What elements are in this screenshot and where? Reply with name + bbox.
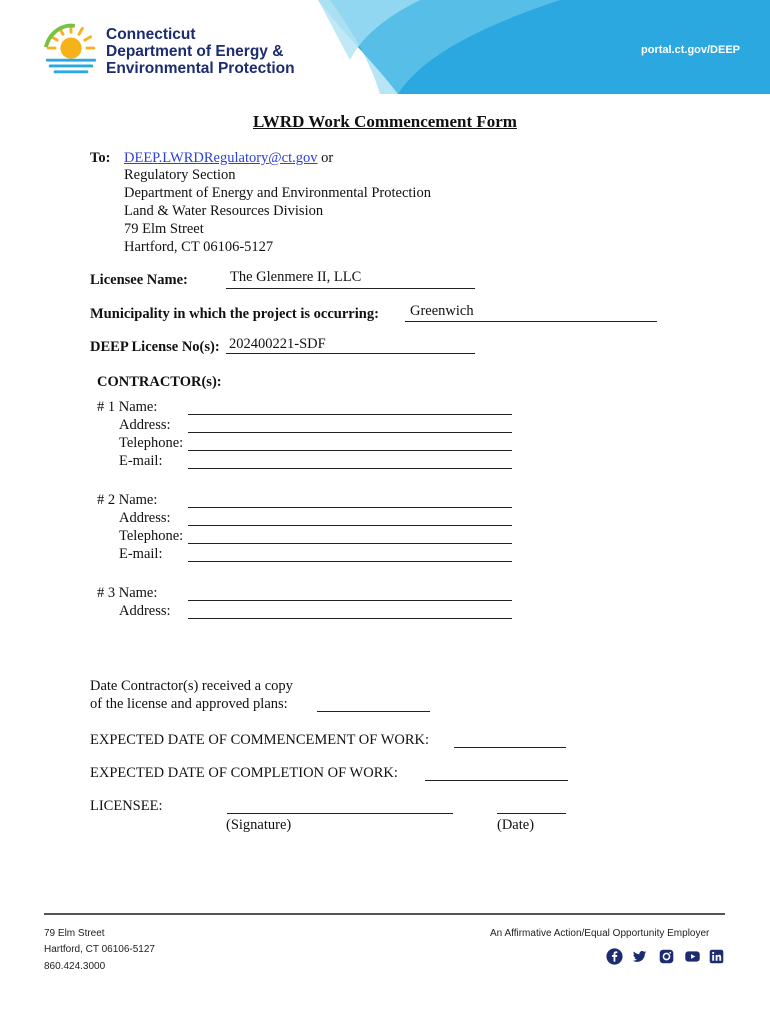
contractor1-address-label: Address: (119, 417, 171, 433)
to-or-text: or (317, 150, 334, 166)
to-email-line (124, 149, 333, 167)
footer-phone: 860.424.3000 (44, 961, 106, 972)
footer-address-line2: Hartford, CT 06106-5127 (44, 944, 155, 955)
contractor2-email-label: E-mail: (119, 546, 163, 562)
twitter-icon[interactable] (631, 948, 648, 965)
contractor1-telephone-field[interactable] (188, 450, 512, 451)
contractor2-telephone-label: Telephone: (119, 528, 184, 544)
address-line: 79 Elm Street (124, 221, 204, 237)
ct-deep-sun-logo (42, 22, 100, 80)
date-caption: (Date) (497, 817, 535, 833)
signature-field[interactable] (227, 813, 453, 814)
contractor3-name-field[interactable] (188, 600, 512, 601)
footer-address-line1: 79 Elm Street (44, 928, 105, 939)
logo-text-line2: Department of Energy & (106, 43, 284, 60)
date-received-field[interactable] (317, 711, 430, 712)
youtube-icon[interactable] (684, 948, 701, 965)
commencement-date-field[interactable] (454, 747, 566, 748)
contractor3-name-label: # 3 Name: (97, 585, 158, 601)
to-label: To: (90, 150, 111, 166)
signature-caption: (Signature) (226, 817, 292, 833)
contractor1-address-field[interactable] (188, 432, 512, 433)
licensee-name-value[interactable]: The Glenmere II, LLC (230, 269, 362, 285)
address-line: Land & Water Resources Division (124, 203, 324, 219)
linkedin-icon[interactable] (708, 948, 725, 965)
licensee-name-label: Licensee Name: (90, 272, 188, 288)
contractor3-address-field[interactable] (188, 618, 512, 619)
completion-label: EXPECTED DATE OF COMPLETION OF WORK: (90, 765, 398, 781)
commencement-label: EXPECTED DATE OF COMMENCEMENT OF WORK: (90, 732, 430, 748)
logo-text-line3: Environmental Protection (106, 60, 295, 77)
contractor2-address-field[interactable] (188, 525, 512, 526)
license-no-value[interactable]: 202400221-SDF (229, 336, 326, 352)
contractor3-address-label: Address: (119, 603, 171, 619)
municipality-value[interactable]: Greenwich (410, 303, 474, 319)
signature-date-field[interactable] (497, 813, 566, 814)
footer-employer-statement: An Affirmative Action/Equal Opportunity Employer (490, 928, 710, 939)
address-line: Hartford, CT 06106-5127 (124, 239, 274, 255)
contractor2-address-label: Address: (119, 510, 171, 526)
regulatory-email-link[interactable]: DEEP.LWRDRegulatory@ct.gov (124, 150, 318, 166)
license-no-field-line (226, 353, 475, 354)
municipality-label: Municipality in which the project is occurring: (90, 306, 379, 322)
footer-divider (44, 913, 725, 915)
date-received-line1: Date Contractor(s) received a copy (90, 678, 293, 694)
instagram-icon[interactable] (658, 948, 675, 965)
contractor1-email-label: E-mail: (119, 453, 163, 469)
form-title: LWRD Work Commencement Form (253, 112, 517, 131)
contractor2-telephone-field[interactable] (188, 543, 512, 544)
licensee-signature-label: LICENSEE: (90, 798, 163, 814)
contractor2-name-field[interactable] (188, 507, 512, 508)
license-no-label: DEEP License No(s): (90, 339, 220, 355)
completion-date-field[interactable] (425, 780, 568, 781)
contractor2-name-label: # 2 Name: (97, 492, 158, 508)
licensee-name-field-line (226, 288, 475, 289)
date-received-line2: of the license and approved plans: (90, 696, 288, 712)
portal-link[interactable]: portal.ct.gov/DEEP (641, 44, 741, 56)
contractor1-name-field[interactable] (188, 414, 512, 415)
contractor2-email-field[interactable] (188, 561, 512, 562)
contractor1-name-label: # 1 Name: (97, 399, 158, 415)
contractors-heading: CONTRACTOR(s): (97, 374, 222, 390)
address-line: Regulatory Section (124, 167, 236, 183)
municipality-field-line (405, 321, 657, 322)
contractor1-email-field[interactable] (188, 468, 512, 469)
contractor1-telephone-label: Telephone: (119, 435, 184, 451)
address-line: Department of Energy and Environmental Protection (124, 185, 431, 201)
facebook-icon[interactable] (606, 948, 623, 965)
logo-text-line1: Connecticut (106, 26, 196, 43)
